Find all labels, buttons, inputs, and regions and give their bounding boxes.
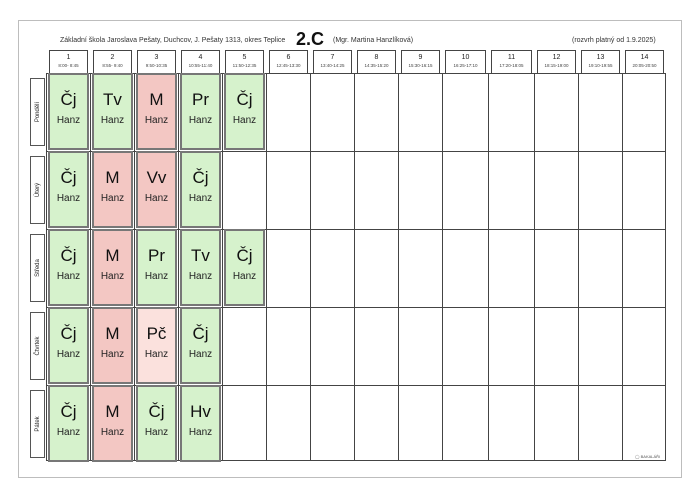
grid-column-line bbox=[442, 73, 443, 461]
period-time: 16:25-17:10 bbox=[453, 63, 478, 68]
lesson-cell[interactable] bbox=[48, 229, 89, 306]
period-header-4 bbox=[181, 50, 220, 73]
period-time: 19:10-19:55 bbox=[588, 63, 613, 68]
lesson-cell[interactable] bbox=[224, 73, 265, 150]
lesson-cell[interactable] bbox=[180, 151, 221, 228]
day-name: Úterý bbox=[34, 182, 41, 198]
day-label bbox=[30, 312, 45, 380]
period-header-3 bbox=[137, 50, 176, 73]
lesson-cell[interactable] bbox=[92, 307, 133, 384]
lesson-subject: M bbox=[149, 90, 164, 109]
period-header-13 bbox=[581, 50, 620, 73]
period-number: 1 bbox=[66, 54, 71, 61]
period-header-5 bbox=[225, 50, 264, 73]
grid-column-line bbox=[266, 73, 267, 461]
lesson-subject: Čj bbox=[192, 324, 209, 343]
lesson-teacher: Hanz bbox=[100, 427, 125, 438]
day-name: Středa bbox=[34, 259, 41, 277]
period-time: 13:40-14:25 bbox=[320, 63, 345, 68]
grid-column-line bbox=[178, 73, 179, 461]
lesson-cell[interactable] bbox=[48, 151, 89, 228]
period-number: 14 bbox=[640, 54, 649, 61]
lesson-cell[interactable] bbox=[180, 73, 221, 150]
period-number: 8 bbox=[374, 54, 379, 61]
day-name: Pondělí bbox=[34, 101, 41, 123]
bakalari-logo-icon: ◯ bbox=[635, 454, 640, 459]
lesson-subject: Čj bbox=[60, 246, 77, 265]
period-number: 5 bbox=[242, 54, 247, 61]
lesson-cell[interactable] bbox=[136, 385, 177, 462]
lesson-teacher: Hanz bbox=[56, 271, 81, 282]
period-header-9 bbox=[401, 50, 440, 73]
lesson-cell[interactable] bbox=[136, 307, 177, 384]
lesson-subject: Tv bbox=[103, 90, 122, 109]
lesson-teacher: Hanz bbox=[188, 193, 213, 204]
day-label bbox=[30, 156, 45, 224]
period-header-2 bbox=[93, 50, 132, 73]
lesson-subject: Vv bbox=[146, 168, 167, 187]
period-header-12 bbox=[537, 50, 576, 73]
period-number: 10 bbox=[461, 54, 470, 61]
lesson-cell[interactable] bbox=[48, 307, 89, 384]
class-teacher: (Mgr. Martina Hanzlíková) bbox=[333, 37, 414, 44]
logo-text: BAKALÁŘI bbox=[640, 454, 661, 459]
lesson-subject: Pč bbox=[146, 324, 167, 343]
period-time: 8:55- 9:40 bbox=[102, 63, 123, 68]
lesson-subject: Čj bbox=[60, 402, 77, 421]
period-header-6 bbox=[269, 50, 308, 73]
lesson-teacher: Hanz bbox=[144, 427, 169, 438]
period-header-7 bbox=[313, 50, 352, 73]
period-header-8 bbox=[357, 50, 396, 73]
lesson-subject: Hv bbox=[190, 402, 211, 421]
period-time: 17:20-18:05 bbox=[499, 63, 524, 68]
period-time: 8:00- 8:45 bbox=[58, 63, 79, 68]
lesson-teacher: Hanz bbox=[144, 193, 169, 204]
lesson-teacher: Hanz bbox=[144, 349, 169, 360]
grid-column-line bbox=[398, 73, 399, 461]
period-time: 12:45-13:30 bbox=[276, 63, 301, 68]
grid-column-line bbox=[578, 73, 579, 461]
lesson-cell[interactable] bbox=[92, 73, 133, 150]
lesson-subject: Čj bbox=[236, 90, 253, 109]
lesson-teacher: Hanz bbox=[56, 115, 81, 126]
class-name: 2.C bbox=[296, 29, 325, 49]
period-time: 15:30-16:15 bbox=[408, 63, 433, 68]
lesson-cell[interactable] bbox=[136, 151, 177, 228]
period-number: 7 bbox=[330, 54, 335, 61]
period-number: 4 bbox=[198, 54, 203, 61]
period-time: 20:05-20:50 bbox=[632, 63, 657, 68]
valid-from: (rozvrh platný od 1.9.2025) bbox=[572, 37, 656, 44]
lesson-subject: Pr bbox=[192, 90, 209, 109]
lesson-subject: M bbox=[105, 246, 120, 265]
lesson-cell[interactable] bbox=[92, 151, 133, 228]
lesson-teacher: Hanz bbox=[188, 349, 213, 360]
lesson-teacher: Hanz bbox=[56, 349, 81, 360]
lesson-subject: Tv bbox=[191, 246, 210, 265]
grid-column-line bbox=[354, 73, 355, 461]
period-number: 11 bbox=[507, 54, 516, 61]
period-header-11 bbox=[491, 50, 532, 73]
lesson-cell[interactable] bbox=[224, 229, 265, 306]
period-time: 14:35-15:20 bbox=[364, 63, 389, 68]
lesson-cell[interactable] bbox=[136, 73, 177, 150]
period-header-1 bbox=[49, 50, 88, 73]
day-name: Pátek bbox=[34, 416, 41, 432]
day-label bbox=[30, 234, 45, 302]
lesson-cell[interactable] bbox=[48, 385, 89, 462]
lesson-cell[interactable] bbox=[180, 385, 221, 462]
day-label bbox=[30, 78, 45, 146]
period-number: 2 bbox=[110, 54, 115, 61]
grid-column-line bbox=[622, 73, 623, 461]
lesson-cell[interactable] bbox=[92, 229, 133, 306]
period-time: 18:15-19:00 bbox=[544, 63, 569, 68]
grid-column-line bbox=[310, 73, 311, 461]
lesson-teacher: Hanz bbox=[100, 349, 125, 360]
period-time: 11:50-12:35 bbox=[232, 63, 257, 68]
lesson-subject: Čj bbox=[148, 402, 165, 421]
lesson-teacher: Hanz bbox=[100, 193, 125, 204]
lesson-teacher: Hanz bbox=[188, 427, 213, 438]
day-name: Čtvrtek bbox=[34, 336, 41, 356]
lesson-teacher: Hanz bbox=[56, 193, 81, 204]
lesson-subject: Čj bbox=[236, 246, 253, 265]
grid-column-line bbox=[488, 73, 489, 461]
lesson-subject: M bbox=[105, 402, 120, 421]
period-number: 3 bbox=[154, 54, 159, 61]
lesson-teacher: Hanz bbox=[232, 115, 257, 126]
lesson-subject: M bbox=[105, 168, 120, 187]
period-number: 13 bbox=[596, 54, 605, 61]
lesson-teacher: Hanz bbox=[188, 115, 213, 126]
grid-column-line bbox=[534, 73, 535, 461]
period-number: 12 bbox=[552, 54, 561, 61]
lesson-teacher: Hanz bbox=[232, 271, 257, 282]
grid-column-line bbox=[90, 73, 91, 461]
lesson-cell[interactable] bbox=[92, 385, 133, 462]
lesson-teacher: Hanz bbox=[56, 427, 81, 438]
lesson-subject: Čj bbox=[60, 324, 77, 343]
bakalari-logo bbox=[635, 454, 660, 459]
lesson-teacher: Hanz bbox=[100, 115, 125, 126]
period-number: 9 bbox=[418, 54, 423, 61]
lesson-cell[interactable] bbox=[180, 307, 221, 384]
lesson-teacher: Hanz bbox=[188, 271, 213, 282]
lesson-subject: M bbox=[105, 324, 120, 343]
period-time: 10:55-11:40 bbox=[188, 63, 213, 68]
grid-column-line bbox=[222, 73, 223, 461]
school-name: Základní škola Jaroslava Pešaty, Duchcov, J. Pešaty 1313, okres Teplice bbox=[60, 37, 286, 44]
lesson-teacher: Hanz bbox=[144, 115, 169, 126]
lesson-teacher: Hanz bbox=[144, 271, 169, 282]
lesson-cell[interactable] bbox=[136, 229, 177, 306]
period-header-10 bbox=[445, 50, 486, 73]
lesson-subject: Čj bbox=[60, 90, 77, 109]
period-time: 9:50-10:35 bbox=[145, 63, 168, 68]
period-number: 6 bbox=[286, 54, 291, 61]
lesson-teacher: Hanz bbox=[100, 271, 125, 282]
lesson-subject: Čj bbox=[192, 168, 209, 187]
lesson-cell[interactable] bbox=[180, 229, 221, 306]
day-label bbox=[30, 390, 45, 458]
lesson-cell[interactable] bbox=[48, 73, 89, 150]
lesson-subject: Čj bbox=[60, 168, 77, 187]
grid-column-line bbox=[134, 73, 135, 461]
period-header-14 bbox=[625, 50, 664, 73]
lesson-subject: Pr bbox=[148, 246, 165, 265]
